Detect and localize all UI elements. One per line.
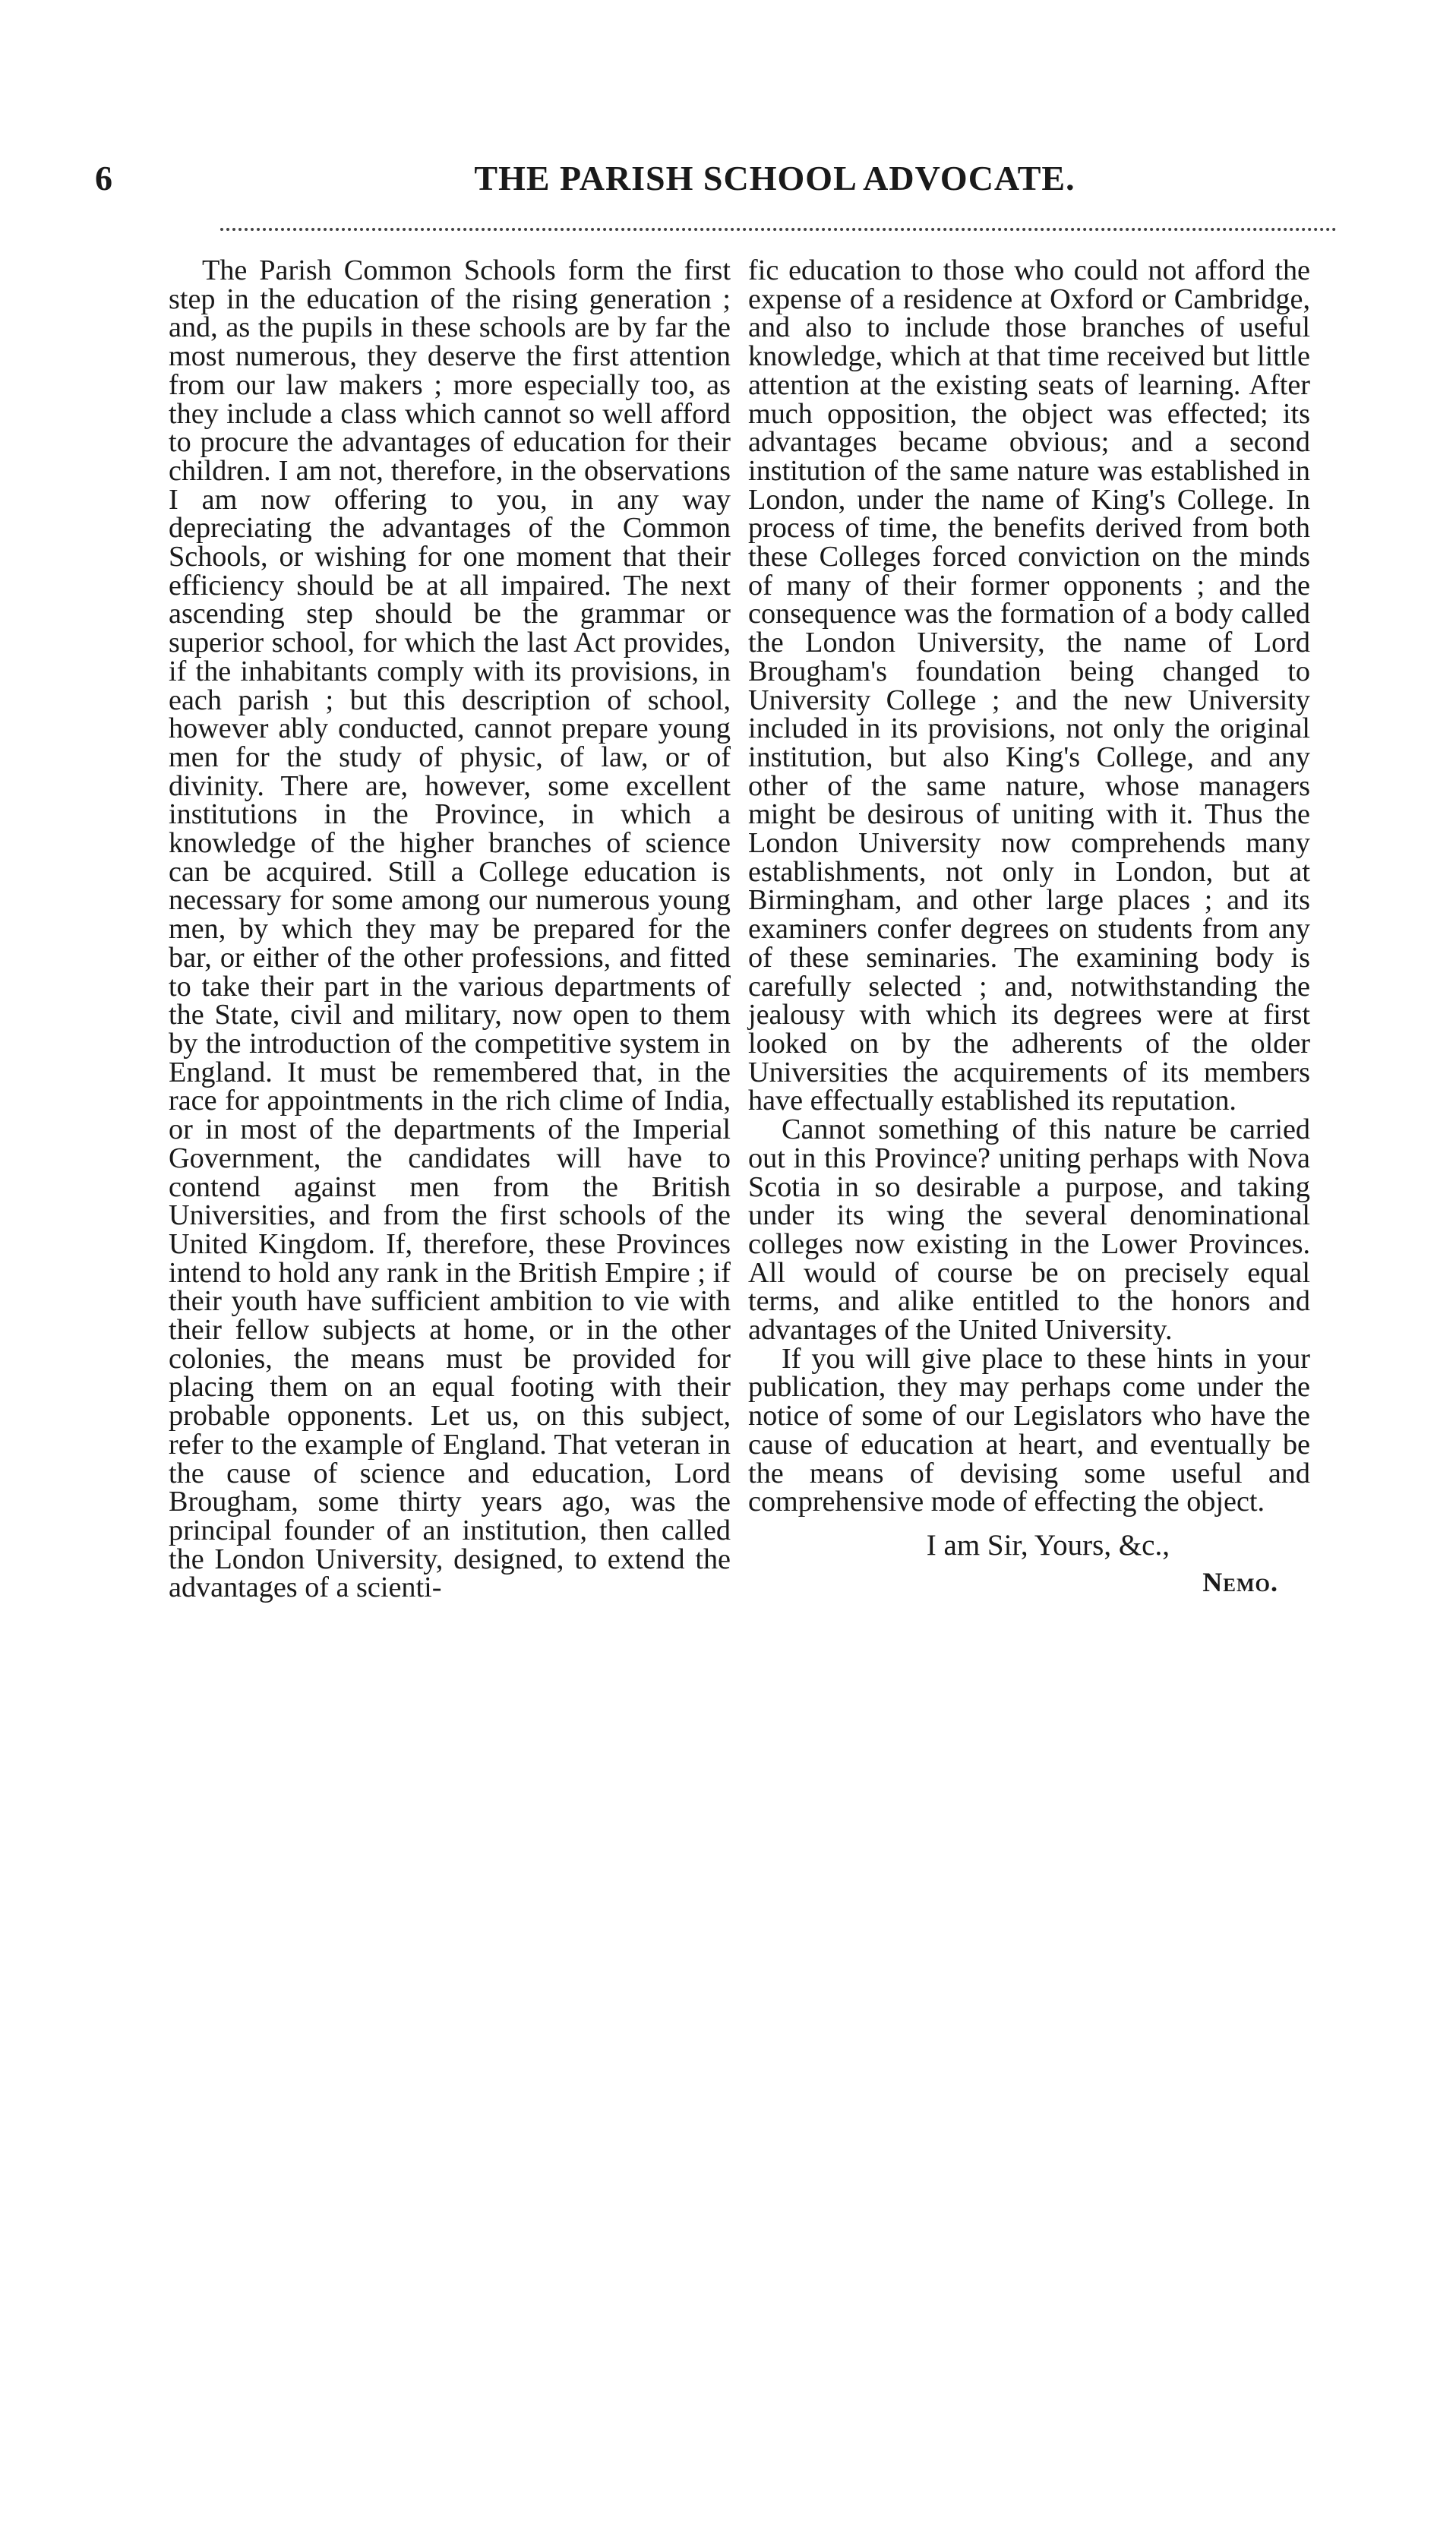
right-paragraph-3: If you will give place to these hints in your publication, they may perhaps come under the notice of some of our Legislators who have the cause of education at heart, and eventually be the means of devising some useful and comprehensive mode of effecting the object. [748, 1342, 1310, 1518]
right-column [748, 254, 1310, 1599]
author-signature: Nemo. [1202, 1566, 1278, 1597]
left-column [169, 254, 731, 1604]
header-rule [220, 228, 1337, 231]
right-paragraph-1: fic education to those who could not afford the expense of a residence at Oxford or Cambridge, and also to include those branches of useful knowledge, which at that time received but little attention at the existing seats of learning. After much opposition, the object was effected; its advantages became obvious; and a second institution of the same nature was established in London, under the name of King's College. In process of time, the benefits derived from both these Colleges forced conviction on the minds of many of their former opponents ; and the consequence was the formation of a body called the London University, the name of Lord Brougham's foundation being changed to University College ; and the new University included in its provisions, not only the original institution, but also King's College, and any other of the same nature, whose managers might be desirous of uniting with it. Thus the London University now comprehends many establishments, not only in London, but at Birmingham, and other large places ; and its examiners confer degrees on students from any of these seminaries. The examining body is carefully selected ; and, notwithstanding the jealousy with which its degrees were at first looked on by the adherents of the older Universities the acquirements of its members have effectually established its reputation. [748, 254, 1310, 1117]
right-paragraph-2: Cannot something of this nature be carried out in this Province? uniting perhaps with Nova Scotia in so desirable a purpose, and taking under its wing the several denominational colleges now existing in the Lower Provinces. All would of course be on precisely equal terms, and alike entitled to the honors and advantages of the United University. [748, 1113, 1310, 1347]
left-paragraph-1: The Parish Common Schools form the first step in the education of the rising generation ; and, as the pupils in these schools are by far the most numerous, they deserve the first attention from our law makers ; more especially too, as they include a class which cannot so well afford to procure the advantages of education for their children. I am not, therefore, in the observations I am now offering to you, in any way depreciating the advantages of the Common Schools, or wishing for one moment that their efficiency should be at all impaired. The next ascending step should be the grammar or superior school, for which the last Act provides, if the inhabitants comply with its provisions, in each parish ; but this description of school, however ably conducted, cannot prepare young men for the study of physic, of law, or of divinity. There are, however, some excellent institutions in the Province, in which a knowledge of the higher branches of science can be acquired. Still a College education is necessary for some among our numerous young men, by which they may be prepared for the bar, or either of the other professions, and fitted to take their part in the various departments of the State, civil and military, now open to them by the introduction of the competitive system in England. It must be remembered that, in the race for appointments in the rich clime of India, or in most of the departments of the Imperial Government, the candidates will have to contend against men from the British Universities, and from the first schools of the United Kingdom. If, therefore, these Provinces intend to hold any rank in the British Empire ; if their youth have sufficient ambition to vie with their fellow subjects at home, or in the other colonies, the means must be provided for placing them on an equal footing with their probable opponents. Let us, on this subject, refer to the example of England. That veteran in the cause of science and education, Lord Brougham, some thirty years ago, was the principal founder of an institution, then called the London University, designed, to extend the advantages of a scienti- [169, 254, 731, 1604]
running-head [95, 156, 1341, 201]
closing-salutation: I am Sir, Yours, &c., [926, 1528, 1170, 1562]
page-number: 6 [95, 159, 112, 197]
journal-title: THE PARISH SCHOOL ADVOCATE. [474, 159, 1075, 197]
